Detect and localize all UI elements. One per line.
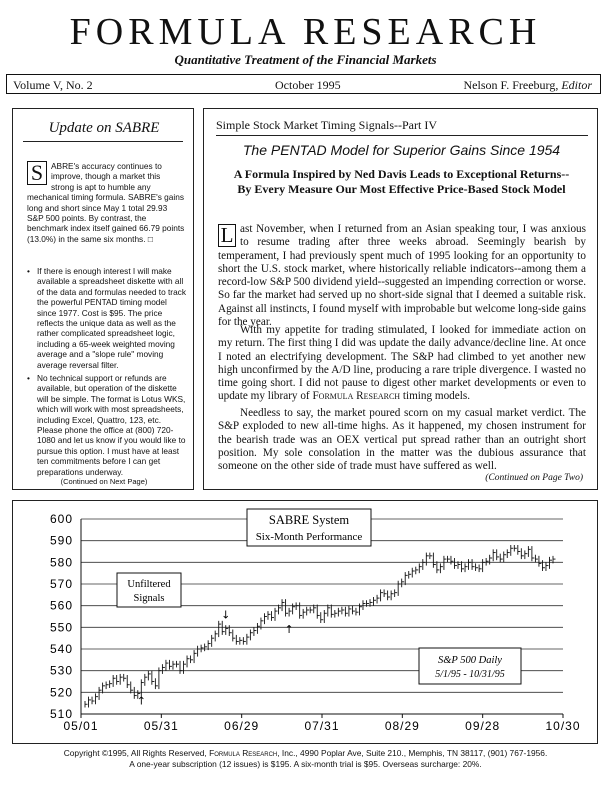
y-tick-label: 510 xyxy=(49,707,73,721)
sidebar-paragraph xyxy=(27,161,185,244)
chart-subtitle: Six-Month Performance xyxy=(255,531,363,543)
editor-role: Editor xyxy=(561,78,592,92)
article-subhead xyxy=(204,167,599,197)
article-series: Simple Stock Market Timing Signals--Part IV xyxy=(216,118,438,132)
article-headline: The PENTAD Model for Superior Gains Since 1954 xyxy=(242,142,561,158)
bullet-text: If there is enough interest I will make available a spreadsheet diskette with all of the data and formulas needed to track the powerful PENTAD timing model since 1977. Cost is $95. The price reflects the unique data as well as the rather complicated spreadsheet logic, including a 65-week weighted moving average and a "slope rule" moving average reversal filter. xyxy=(37,266,186,370)
x-tick-label: 05/01 xyxy=(63,719,99,733)
subhead-line-1: A Formula Inspired by Ned Davis Leads to Exceptional Returns-- xyxy=(233,167,570,181)
signal-arrow: ↑ xyxy=(136,694,146,708)
sidebar-paragraph-text: ABRE's accuracy continues to improve, though a market this strong is apt to humble any mechanical timing formula. SABRE's gains long and short since May 1 total 29.93 S&P 500 points. By contrast, the benchmark index itself gained 66.79 points (13.0%) in the same six months. □ xyxy=(27,161,185,244)
sabre-chart xyxy=(13,501,599,745)
y-tick-label: 530 xyxy=(49,663,73,678)
x-tick-label: 07/31 xyxy=(304,719,340,733)
y-tick-label: 540 xyxy=(49,642,73,656)
article-paragraph-1 xyxy=(218,223,586,329)
masthead-title: FORMULA RESEARCH xyxy=(69,11,542,53)
x-tick-label: 05/31 xyxy=(143,719,179,733)
paragraph-text-end: timing models. xyxy=(402,390,470,403)
subhead-line-2: By Every Measure Our Most Effective Price-Based Stock Model xyxy=(237,182,566,196)
sidebar-title: Update on SABRE xyxy=(48,120,160,136)
editor-name: Nelson F. Freeburg, xyxy=(463,78,559,92)
chart-title: SABRE System xyxy=(268,513,350,527)
legend-line-1: S&P 500 Daily xyxy=(438,655,502,666)
bullet-marker: • xyxy=(27,266,30,276)
paragraph-text: ast November, when I returned from an Asian speaking tour, I was anxious to resume trading after three weeks abroad. Seemingly bearish by temperament, I had previously spent much of 1995 looking for an opportunity to short the U.S. stock market, where historically reliable indicators--among them a record-low S&P 500 dividend yield--suggested an impending correction or worse. So far the market had served up no short-side signal that I deemed a suitable risk. Against all instincts, I found myself with improbable but welcome long-side gains for the year. xyxy=(218,223,586,329)
y-tick-label: 580 xyxy=(49,555,73,570)
footer-brand: Formula Research xyxy=(209,748,278,758)
issue-date: October 1995 xyxy=(275,78,341,92)
annotation-line-1: Unfiltered xyxy=(127,579,171,590)
footer-copyright xyxy=(0,748,611,759)
issue-bar xyxy=(6,74,601,94)
article-paragraph-2 xyxy=(218,324,586,404)
x-tick-label: 06/29 xyxy=(224,719,260,733)
article-box xyxy=(203,108,598,490)
y-tick-label: 520 xyxy=(49,685,73,700)
y-tick-label: 560 xyxy=(49,598,73,613)
footer-subscription: A one-year subscription (12 issues) is $195. A six-month trial is $95. Overseas surcharge: 20%. xyxy=(129,759,482,769)
article-paragraph-3: Needless to say, the market poured scorn on my casual market verdict. The S&P exploded to new all-time highs. As it happened, my chosen instrument for the bearish trade was an OEX vertical put spread rather than an outright short position. My sole consolation in the matter was the dubious assurance that someone on the other side of trade must have suffered as well. xyxy=(218,407,586,473)
annotation-line-2: Signals xyxy=(133,593,165,604)
y-tick-label: 570 xyxy=(49,577,73,591)
sidebar-rule xyxy=(23,141,183,142)
sidebar-bullet-diskette xyxy=(27,266,187,370)
volume-number: Volume V, No. 2 xyxy=(13,78,93,92)
sabre-chart-frame xyxy=(12,500,598,744)
sidebar-bullet-support xyxy=(27,373,187,477)
y-tick-label: 550 xyxy=(49,620,73,635)
sidebar-update xyxy=(12,108,194,490)
footer-copyright-a: Copyright ©1995, All Rights Reserved, xyxy=(63,748,207,758)
article-continued: (Continued on Page Two) xyxy=(485,473,583,483)
footer-copyright-b: , Inc., 4990 Poplar Ave, Suite 210., Memphis, TN 38117, (901) 767-1956. xyxy=(277,748,548,758)
x-tick-label: 08/29 xyxy=(384,719,420,733)
signal-arrow: ↑ xyxy=(284,623,294,637)
legend-line-2: 5/1/95 - 10/31/95 xyxy=(435,669,505,680)
x-tick-label: 10/30 xyxy=(545,719,581,733)
brand-name: Formula Research xyxy=(312,390,401,403)
article-rule xyxy=(216,135,588,136)
bullet-text: No technical support or refunds are available, but operation of the diskette will be simple. The format is Lotus WKS, which will work with most spreadsheets, including Excel, Quattro, 123, etc. Please phone the office at (800) 720-1080 and let us know if you would like to pursue this option. I must have at least ten commitments before I can get preparations underway. xyxy=(37,373,186,477)
footer xyxy=(0,748,611,770)
x-tick-label: 09/28 xyxy=(465,719,501,733)
y-tick-label: 590 xyxy=(49,533,73,548)
sidebar-continued: (Continued on Next Page) xyxy=(60,477,148,486)
masthead-tagline: Quantitative Treatment of the Financial Markets xyxy=(174,52,437,67)
signal-arrow: ↓ xyxy=(221,608,231,622)
paragraph-text: With my appetite for trading stimulated, I looked for immediate action on my return. The first thing I did was update the daily advance/decline line. At once I noted an electrifying development. The S&P had climbed to yet another new high unconfirmed by the A/D line, producing a rare triple divergence. I wasted no time going short. I did not pause to digest other market developments or even to update my library of xyxy=(218,324,586,403)
article-drop-cap: L xyxy=(218,224,236,247)
sidebar-drop-cap: S xyxy=(27,161,47,185)
y-tick-label: 600 xyxy=(49,512,73,526)
editor-credit xyxy=(464,78,592,93)
bullet-marker: • xyxy=(27,373,30,383)
